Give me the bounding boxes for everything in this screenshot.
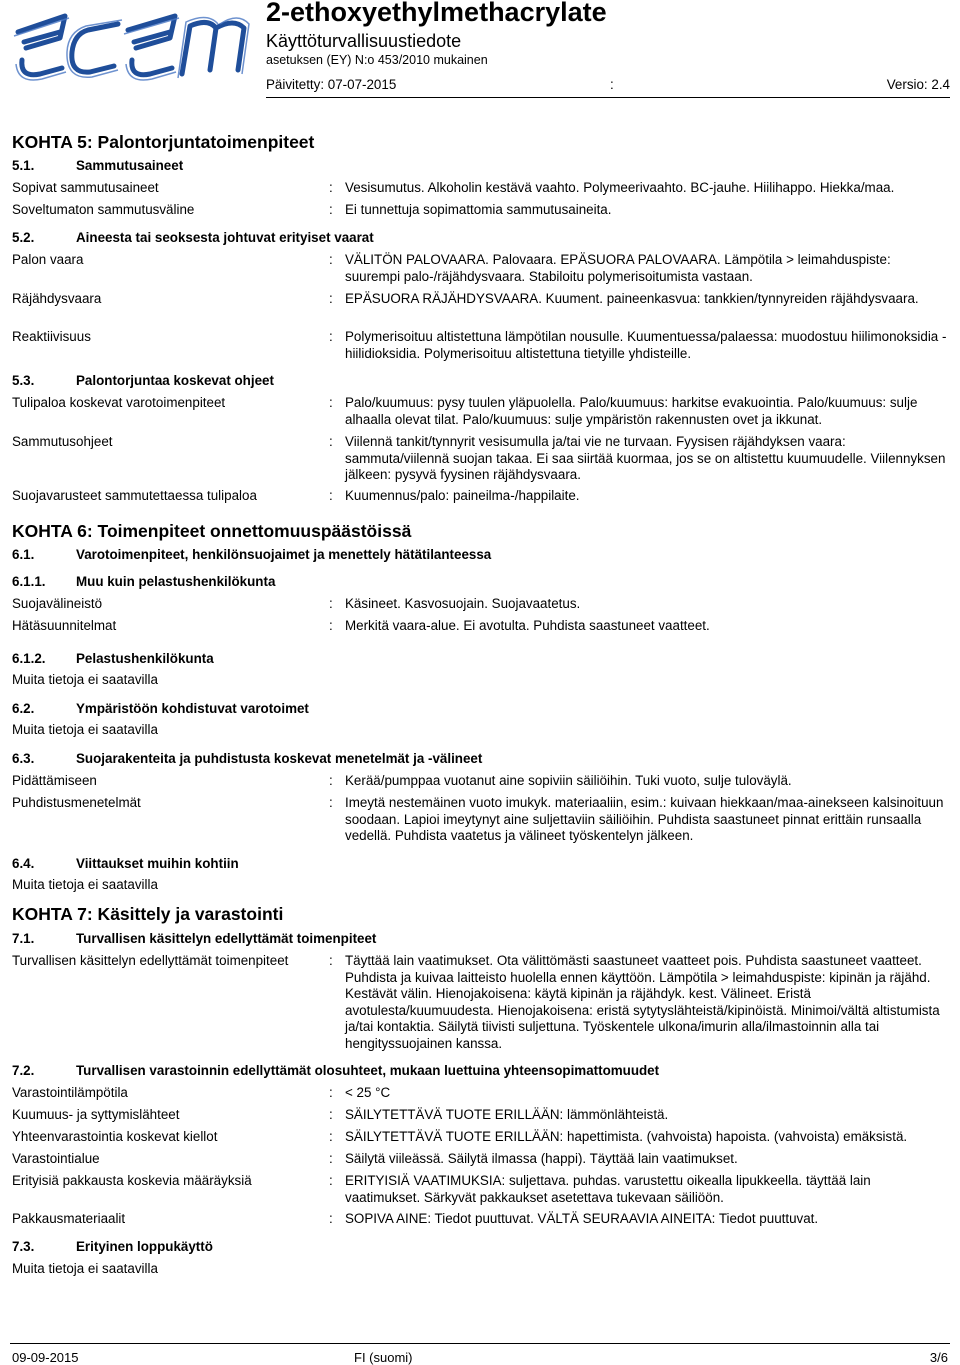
field-label: Sopivat sammutusaineet: [12, 180, 159, 195]
colon: :: [329, 596, 333, 611]
regulation-note: asetuksen (EY) N:o 453/2010 mukainen: [266, 53, 488, 67]
colon: :: [329, 329, 333, 344]
colon: :: [329, 1173, 333, 1188]
field-value: < 25 °C: [345, 1085, 391, 1100]
colon: :: [329, 395, 333, 410]
field-value: ERITYISIÄ VAATIMUKSIA: suljettava. puhdas. varustettu oikealla lipukkeella. täyttää lain vaatimukset. Särkyvät pakkaukset asetettava tukevaan säiliöön.: [345, 1173, 871, 1205]
field-label: Varastointialue: [12, 1151, 100, 1166]
colon: :: [329, 618, 333, 633]
field-label: Soveltumaton sammutusväline: [12, 202, 195, 217]
subsection-5-3: 5.3. Palontorjuntaa koskevat ohjeet: [12, 373, 274, 388]
field-value: Kerää/pumppaa vuotanut aine sopiviin säiliöihin. Tuki vuoto, sulje tuloväylä.: [345, 773, 792, 788]
field-value: Polymerisoituu altistettuna lämpötilan nousulle. Kuumentuessa/palaessa: muodostuu hiilimonoksidia - hiilidioksidia. Polymerisoituu altistettuna tietyille yhdisteille.: [345, 329, 947, 361]
colon: :: [329, 773, 333, 788]
colon: :: [329, 1107, 333, 1122]
field-label: Pidättämiseen: [12, 773, 97, 788]
field-value: Viilennä tankit/tynnyrit vesisumulla ja/tai vie ne turvaan. Fyysisen räjähdyksen vaara: sammuta/viilennä suojan takaa. Ei saa siirtää kuormaa, jos se on altistettu kuumuudelle. Viilennyksen jälkeen: pysyvä fyysinen räjähdysvaara.: [345, 434, 946, 482]
ecem-logo: [10, 2, 256, 88]
subsection-5-2: 5.2. Aineesta tai seoksesta johtuvat erityiset vaarat: [12, 230, 374, 245]
section-5-title: KOHTA 5: Palontorjuntatoimenpiteet: [12, 132, 315, 152]
field-value: Ei tunnettuja sopimattomia sammutusaineita.: [345, 202, 612, 217]
field-label: Räjähdysvaara: [12, 291, 102, 306]
field-label: Varastointilämpötila: [12, 1085, 128, 1100]
colon: :: [329, 252, 333, 267]
no-info-text: Muita tietoja ei saatavilla: [12, 722, 158, 737]
field-label: Tulipaloa koskevat varotoimenpiteet: [12, 395, 226, 410]
subsection-7-1: 7.1. Turvallisen käsittelyn edellyttämät toimenpiteet: [12, 931, 377, 946]
field-label: Erityisiä pakkausta koskevia määräyksiä: [12, 1173, 252, 1188]
subsection-6-1-1: 6.1.1. Muu kuin pelastushenkilökunta: [12, 574, 276, 589]
field-value: SOPIVA AINE: Tiedot puuttuvat. VÄLTÄ SEURAAVIA AINEITA: Tiedot puuttuvat.: [345, 1211, 819, 1226]
document-subtitle: Käyttöturvallisuustiedote: [266, 31, 462, 51]
no-info-text: Muita tietoja ei saatavilla: [12, 1261, 158, 1276]
field-label: Suojavarusteet sammutettaessa tulipaloa: [12, 488, 257, 503]
field-label: Suojavälineistö: [12, 596, 103, 611]
colon: :: [329, 1151, 333, 1166]
field-value: SÄILYTETTÄVÄ TUOTE ERILLÄÄN: hapettimista. (vahvoista) hapoista. (vahvoista) emäksistä.: [345, 1129, 908, 1144]
field-value: Kuumennus/palo: paineilma-/happilaite.: [345, 488, 580, 503]
field-label: Kuumuus- ja syttymislähteet: [12, 1107, 180, 1122]
field-label: Puhdistusmenetelmät: [12, 795, 141, 810]
field-value: Palo/kuumuus: pysy tuulen yläpuolella. Palo/kuumuus: harkitse evakuointia. Palo/kuumuus: sulje alhaalla olevat tilat. Palo/kuumuus: sulje ympäristön rakennusten ovet ja ikkunat.: [345, 395, 918, 427]
colon: :: [329, 953, 333, 968]
subsection-7-2: 7.2. Turvallisen varastoinnin edellyttämät olosuhteet, mukaan luettuina yhteensopimattomuudet: [12, 1063, 660, 1078]
colon: :: [329, 1211, 333, 1226]
field-label: Reaktiivisuus: [12, 329, 91, 344]
subsection-6-4: 6.4. Viittaukset muihin kohtiin: [12, 856, 239, 871]
no-info-text: Muita tietoja ei saatavilla: [12, 877, 158, 892]
field-value: Merkitä vaara-alue. Ei avotulta. Puhdista saastuneet vaatteet.: [345, 618, 710, 633]
subsection-5-1: 5.1. Sammutusaineet: [12, 158, 184, 173]
field-label: Turvallisen käsittelyn edellyttämät toimenpiteet: [12, 953, 289, 968]
document-title: 2-ethoxyethylmethacrylate: [266, 0, 607, 27]
colon: :: [329, 488, 333, 503]
field-value: EPÄSUORA RÄJÄHDYSVAARA. Kuument. paineenkasvua: tankkien/tynnyreiden räjähdysvaara.: [345, 291, 919, 306]
subsection-6-2: 6.2. Ympäristöön kohdistuvat varotoimet: [12, 701, 309, 716]
subsection-6-3: 6.3. Suojarakenteita ja puhdistusta koskevat menetelmät ja -välineet: [12, 751, 483, 766]
colon: :: [329, 1129, 333, 1144]
header-colon: :: [610, 77, 614, 92]
field-value: Täyttää lain vaatimukset. Ota välittömästi saastuneet vaatteet pois. Puhdista saastuneet vaatteet. Puhdista ja kuivaa laitteisto huolella ennen käyttöön. Lämpötila > leimahduspiste: kipinän ja räjähd. Kestävät välin. Hienojakoisena: käytä kipinän ja räjähdyk. kest. Välineet. Eristä avotulesta/kuumuudesta. Hienojakoisena: eristä sytytyslähteistä/kipinöistä. Minimoi/vältä altistumista ja/tai kontaktia. Säilytä tiivisti suljettuna. Työskentele ulkona/imurin alla/ilmastoinnin alla tai hengityssuojainen kanssa.: [345, 953, 940, 1051]
colon: :: [329, 180, 333, 195]
header-divider: [266, 97, 950, 98]
page-number: 3/6: [929, 1350, 948, 1365]
field-label: Pakkausmateriaalit: [12, 1211, 126, 1226]
section-6-title: KOHTA 6: Toimenpiteet onnettomuuspäästöissä: [12, 521, 412, 541]
subsection-6-1-2: 6.1.2. Pelastushenkilökunta: [12, 651, 214, 666]
field-value: Käsineet. Kasvosuojain. Suojavaatetus.: [345, 596, 581, 611]
field-value: VÄLITÖN PALOVAARA. Palovaara. EPÄSUORA PALOVAARA. Lämpötila > leimahduspiste: suurempi palo-/räjähdysvaara. Stabiloitu polymerisoitumista vastaan.: [345, 252, 891, 284]
colon: :: [329, 202, 333, 217]
colon: :: [329, 795, 333, 810]
colon: :: [329, 1085, 333, 1100]
colon: :: [329, 434, 333, 449]
field-value: SÄILYTETTÄVÄ TUOTE ERILLÄÄN: lämmönlähteistä.: [345, 1107, 669, 1122]
field-label: Yhteenvarastointia koskevat kiellot: [12, 1129, 218, 1144]
footer-divider: [10, 1343, 950, 1344]
footer-language: FI (suomi): [354, 1350, 413, 1365]
subsection-6-1: 6.1. Varotoimenpiteet, henkilönsuojaimet ja menettely hätätilanteessa: [12, 547, 492, 562]
no-info-text: Muita tietoja ei saatavilla: [12, 672, 158, 687]
footer-date: 09-09-2015: [12, 1350, 79, 1365]
colon: :: [329, 291, 333, 306]
field-label: Sammutusohjeet: [12, 434, 113, 449]
field-label: Hätäsuunnitelmat: [12, 618, 117, 633]
updated-date: Päivitetty: 07-07-2015: [266, 77, 397, 92]
field-value: Vesisumutus. Alkoholin kestävä vaahto. Polymeerivaahto. BC-jauhe. Hiilihappo. Hiekka/maa.: [345, 180, 895, 195]
version: Versio: 2.4: [886, 77, 950, 92]
section-7-title: KOHTA 7: Käsittely ja varastointi: [12, 904, 284, 924]
field-value: Säilytä viileässä. Säilytä ilmassa (happi). Täyttää lain vaatimukset.: [345, 1151, 738, 1166]
field-label: Palon vaara: [12, 252, 84, 267]
field-value: Imeytä nestemäinen vuoto imukyk. materiaaliin, esim.: kuivaan hiekkaan/maa-ainekseen kalsinoituun soodaan. Lapioi imeytynyt aine suljettaviin säiliöihin. Puhdista saastuneet pinnat erittäin runsaalla vedellä. Puhdista vaatetus ja välineet työskentelyn jälkeen.: [345, 795, 944, 843]
subsection-7-3: 7.3. Erityinen loppukäyttö: [12, 1239, 213, 1254]
